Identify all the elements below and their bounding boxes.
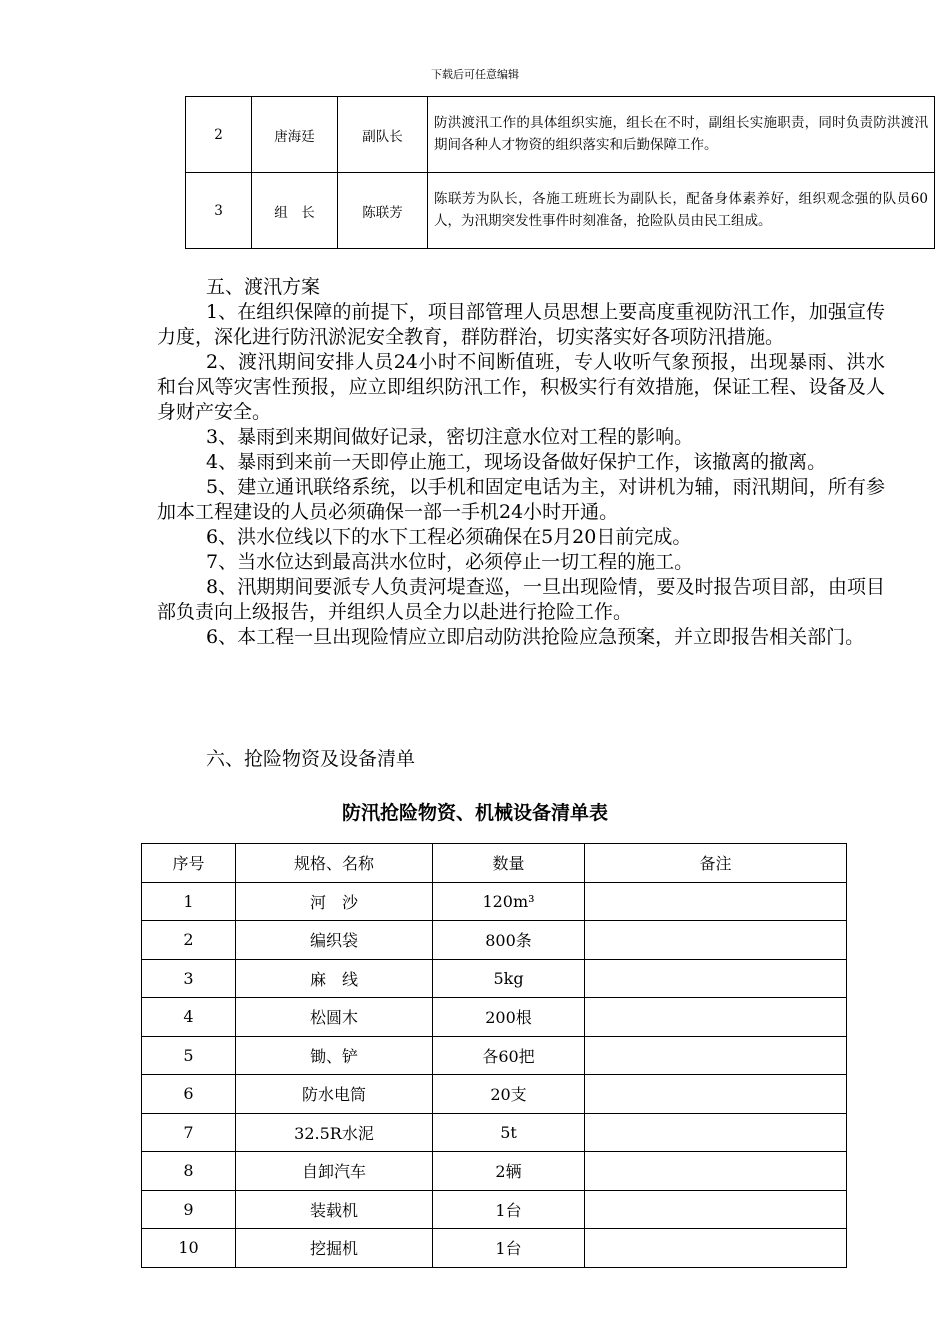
table-row [142,1190,847,1229]
cell-qty: 5t [433,1113,585,1152]
plan-item: 3、暴雨到来期间做好记录，密切注意水位对工程的影响。 [206,426,694,448]
table-row [142,1152,847,1191]
table-row [186,97,935,173]
roster-duty: 防洪渡汛工作的具体组织实施，组长在不时，副组长实施职责，同时负责防洪渡汛期间各种人才物资的组织落实和后勤保障工作。 [428,97,935,173]
header-cell: 备注 [585,844,847,883]
table-row [142,882,847,921]
cell-qty: 200根 [433,998,585,1037]
cell-qty: 120m³ [433,882,585,921]
roster-duty: 陈联芳为队长，各施工班班长为副队长，配备身体素养好，组织观念强的队员60人，为汛期突发性事件时刻准备，抢险队员由民工组成。 [428,173,935,249]
roster-table [185,96,935,249]
cell-note [585,921,847,960]
cell-note [585,1229,847,1268]
plan-item: 1、在组织保障的前提下，项目部管理人员思想上要高度重视防汛工作，加强宣传力度，深化进行防汛淤泥安全教育，群防群治，切实落实好各项防汛措施。 [157,301,885,348]
roster-role: 陈联芳 [338,173,428,249]
cell-qty: 800条 [433,921,585,960]
cell-item: 装载机 [236,1190,433,1229]
roster-no: 2 [186,97,252,173]
roster-name: 唐海廷 [252,97,338,173]
plan-item: 8、汛期期间要派专人负责河堤查巡，一旦出现险情，要及时报告项目部，由项目部负责向上级报告，并组织人员全力以赴进行抢险工作。 [157,576,885,623]
cell-no: 9 [142,1190,236,1229]
plan-item: 6、本工程一旦出现险情应立即启动防洪抢险应急预案，并立即报告相关部门。 [206,626,865,648]
cell-qty: 1台 [433,1229,585,1268]
table-row [142,1075,847,1114]
supply-table [141,843,847,1268]
cell-item: 锄、铲 [236,1036,433,1075]
cell-note [585,1113,847,1152]
section-flood-plan [157,275,885,650]
header-cell: 数量 [433,844,585,883]
cell-no: 8 [142,1152,236,1191]
plan-item: 2、渡汛期间安排人员24小时不间断值班，专人收听气象预报，出现暴雨、洪水和台风等灾害性预报，应立即组织防汛工作，积极实行有效措施，保证工程、设备及人身财产安全。 [157,351,885,423]
cell-qty: 20支 [433,1075,585,1114]
table-header-row [142,844,847,883]
roster-name: 组 长 [252,173,338,249]
cell-item: 防水电筒 [236,1075,433,1114]
section-heading: 五、渡汛方案 [206,276,321,298]
plan-item: 6、洪水位线以下的水下工程必须确保在5月20日前完成。 [206,526,692,548]
plan-item: 7、当水位达到最高洪水位时，必须停止一切工程的施工。 [206,551,694,573]
cell-qty: 1台 [433,1190,585,1229]
table-row [142,959,847,998]
cell-note [585,998,847,1037]
roster-no: 3 [186,173,252,249]
plan-item: 4、暴雨到来前一天即停止施工，现场设备做好保护工作，该撤离的撤离。 [206,451,827,473]
section-heading: 六、抢险物资及设备清单 [206,748,416,770]
header-cell: 规格、名称 [236,844,433,883]
plan-item: 5、建立通讯联络系统，以手机和固定电话为主，对讲机为辅，雨汛期间，所有参加本工程建设的人员必须确保一部一手机24小时开通。 [157,476,885,523]
header-note: 下载后可任意编辑 [431,68,519,81]
cell-note [585,1152,847,1191]
cell-note [585,959,847,998]
cell-item: 麻 线 [236,959,433,998]
cell-note [585,1036,847,1075]
cell-no: 7 [142,1113,236,1152]
cell-item: 河 沙 [236,882,433,921]
cell-item: 松圆木 [236,998,433,1037]
cell-qty: 各60把 [433,1036,585,1075]
cell-item: 自卸汽车 [236,1152,433,1191]
cell-note [585,1190,847,1229]
cell-no: 3 [142,959,236,998]
cell-no: 5 [142,1036,236,1075]
cell-item: 32.5R水泥 [236,1113,433,1152]
cell-item: 挖掘机 [236,1229,433,1268]
cell-no: 1 [142,882,236,921]
table-row [142,1229,847,1268]
table-row [186,173,935,249]
table-row [142,921,847,960]
cell-no: 2 [142,921,236,960]
section-supplies [157,747,885,772]
table-row [142,998,847,1037]
cell-qty: 5kg [433,959,585,998]
cell-note [585,882,847,921]
table-row [142,1036,847,1075]
table-row [142,1113,847,1152]
cell-no: 6 [142,1075,236,1114]
cell-note [585,1075,847,1114]
cell-no: 4 [142,998,236,1037]
cell-no: 10 [142,1229,236,1268]
cell-item: 编织袋 [236,921,433,960]
cell-qty: 2辆 [433,1152,585,1191]
supply-table-title: 防汛抢险物资、机械设备清单表 [341,802,608,824]
roster-role: 副队长 [338,97,428,173]
header-cell: 序号 [142,844,236,883]
